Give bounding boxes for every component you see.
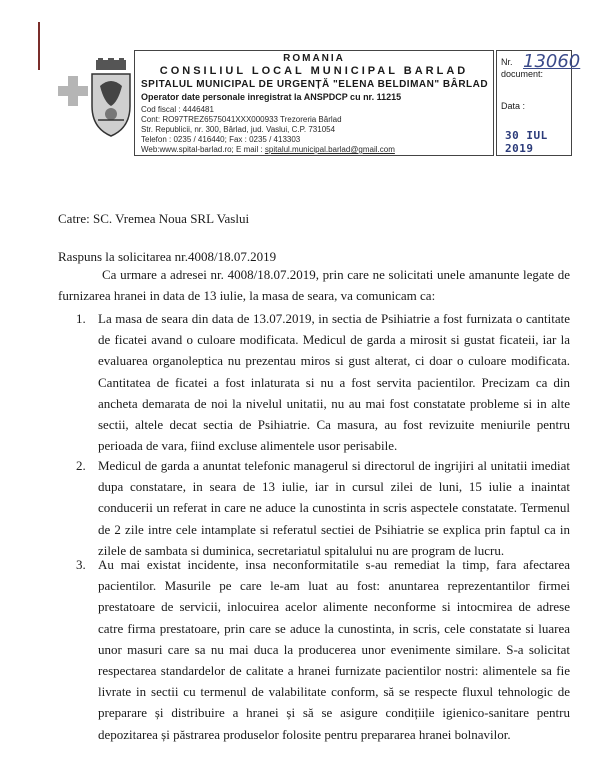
web-line bbox=[141, 145, 395, 154]
date-stamp: 30 IUL 2019 bbox=[505, 129, 548, 155]
city-crest-icon bbox=[88, 58, 134, 138]
list-item-text: Medicul de garda a anuntat telefonic managerul si directorul de ingrijiri al unitatii imediat dupa constatare, in seara de 13 iulie, iar in cursul zilei de luni, 15 iulie a inaintat conducerii un referat in care ne aduce la cunostinta in scris aspectele constatate. Termenul de 2 zile intre cele intamplate si referatul sectiei de Psihiatrie se explica prin faptul ca in zilele de sambata si duminica, secretariatul spitalului nu are program de lucru. bbox=[98, 458, 570, 558]
document-label: document: bbox=[501, 69, 544, 79]
address-line: Str. Republicii, nr. 300, Bârlad, jud. Vaslui, C.P. 731054 bbox=[141, 125, 336, 134]
hospital-name: SPITALUL MUNICIPAL DE URGENȚĂ "ELENA BELDIMAN" BÂRLAD bbox=[141, 79, 489, 90]
list-item bbox=[76, 455, 570, 561]
nr-label: Nr. bbox=[501, 57, 513, 67]
country-name: ROMANIA bbox=[283, 53, 345, 64]
subject-line: Raspuns la solicitarea nr.4008/18.07.2019 bbox=[58, 249, 277, 264]
letterhead-box bbox=[134, 50, 494, 156]
recipient-line: Catre: SC. Vremea Noua SRL Vaslui bbox=[58, 211, 250, 226]
website-link[interactable]: Web:www.spital-barlad.ro; bbox=[141, 145, 234, 154]
list-item-number: 2. bbox=[76, 458, 86, 473]
medical-cross-icon bbox=[58, 76, 88, 106]
council-name: CONSILIUL LOCAL MUNICIPAL BARLAD bbox=[159, 65, 469, 77]
registration-box bbox=[496, 50, 581, 156]
email-link[interactable]: spitalul.municipal.barlad@gmail.com bbox=[264, 145, 395, 154]
phone-line: Telefon : 0235 / 416440; Fax : 0235 / 413303 bbox=[141, 135, 301, 144]
fiscal-code: Cod fiscal : 4446481 bbox=[141, 105, 214, 114]
list-item-number: 3. bbox=[76, 557, 86, 572]
email-label: E mail : bbox=[236, 145, 263, 154]
margin-mark bbox=[38, 22, 40, 70]
date-label: Data : bbox=[501, 101, 526, 111]
list-item bbox=[76, 554, 570, 745]
bank-account: Cont: RO97TREZ6575041XXX000933 Trezoreria Bârlad bbox=[141, 115, 342, 124]
list-item bbox=[76, 308, 570, 456]
operator-line: Operator date personale inregistrat la ANSPDCP cu nr. 11215 bbox=[141, 92, 402, 102]
list-item-number: 1. bbox=[76, 311, 86, 326]
intro-paragraph: Ca urmare a adresei nr. 4008/18.07.2019, prin care ne solicitati unele amanunte legate de furnizarea hranei in data de 13 iulie, la masa de seara, va comunicam ca: bbox=[58, 267, 570, 304]
registration-number: 13060 bbox=[523, 51, 581, 72]
list-item-text: Au mai existat incidente, insa neconformitatile s-au remediat la timp, fara afectarea pacientilor. Masurile pe care le-am luat au fost: anuntarea reprezentantilor firmei prestatoare de servicii, inlocuirea acelor alimente neconforme si intocmirea de adrese catre firma prestatoare, prin care se aduce la cunostinta, in scris, cele constatate si luarea unor masuri care sa nu mai duca la producerea unor evenimente similare. S-a solicitat respectarea standardelor de calitate a hranei furnizate pacientilor nostri: alimentele sa fie livrate in sectii cu termenul de valabilitate conform, să se respecte fluxul tehnologic de preparare și distribuire a hranei și să se asigure condițiile igienico-sanitare pentru depozitarea și păstrarea produselor folosite pentru prepararea hranei bolnavilor. bbox=[98, 557, 570, 742]
list-item-text: La masa de seara din data de 13.07.2019, in sectia de Psihiatrie a fost furnizata o cantitate de ficatei avand o culoare modificata. Medicul de garda a mirosit si gustat ficateii, iar la evaluarea organoleptica nu prezentau miros si gust alterat, ci doar o culoare modificata. Cantitatea de ficatei a fost inlaturata si nu a fost servita pacientilor. Precizam ca din ancheta demarata de noi la nivelul unitatii, nu au mai fost constatate probleme si in alte sectii, altele decat sectia de Psihiatrie. Ca masura, au fost revizuite meniurile pentru perioada de vara, fiind excluse alimentele usor perisabile. bbox=[98, 311, 570, 454]
